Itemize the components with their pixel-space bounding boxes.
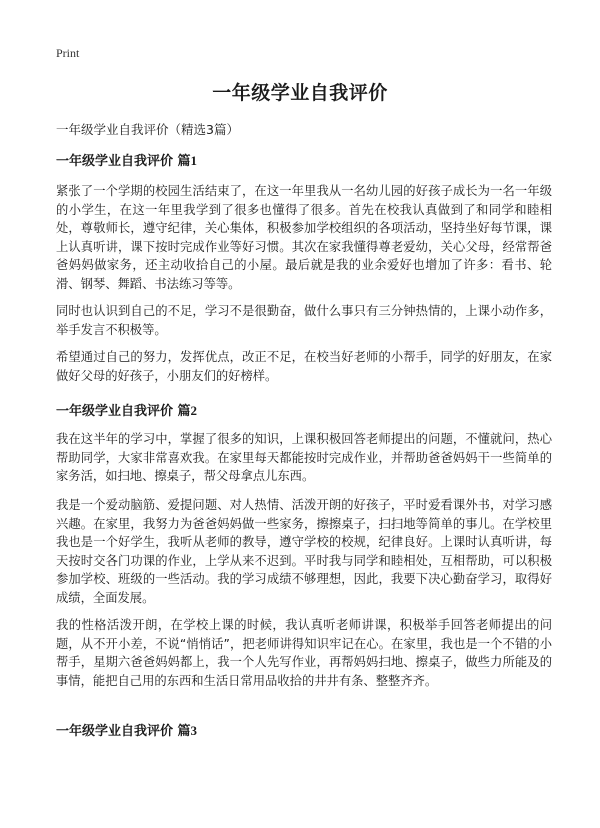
section-heading-text: 一年级学业自我评价 篇 bbox=[56, 154, 191, 169]
section-2-paragraph-2: 我是一个爱动脑筋、爱提问题、对人热情、活泼开朗的好孩子，平时爱看课外书，对学习感兴趣。在家里，我努力为爸爸妈妈做一些家务，擦擦桌子，扫扫地等简单的事儿。在学校里我也是一个好学生，我听从老师的教导，遵守学校的校规，纪律良好。上课时认真听讲，每天按时交各门功课的作业，上学从来不迟到。平时我与同学和睦相处，互相帮助，可以积极参加学校、班级的一些活动。我的学习成绩不够理想，因此，我要下决心勤奋学习，取得好成绩，全面发展。 bbox=[56, 498, 552, 605]
page-title: 一年级学业自我评价 bbox=[212, 82, 388, 104]
section-1-paragraph-2: 同时也认识到自己的不足，学习不是很勤奋，做什么事只有三分钟热情的，上课小动作多，举手发言不积极等。 bbox=[56, 304, 552, 337]
section-heading-number: 1 bbox=[190, 153, 198, 168]
section-2-paragraph-3: 我的性格活泼开朗，在学校上课的时候，我认真听老师讲课，积极举手回答老师提出的问题，从不开小差，不说“悄悄话”，把老师讲得知识牢记在心。在家里，我也是一个不错的小帮手，星期六爸爸妈妈都上，我一个人先写作业，再帮妈妈扫地、擦桌子，做些力所能及的事情，能把自己用的东西和生活日常用品收拾的井井有条、整整齐齐。 bbox=[56, 618, 552, 688]
section-1-paragraph-3: 希望通过自己的努力，发挥优点，改正不足，在校当好老师的小帮手，同学的好朋友，在家做好父母的好孩子，小朋友们的好榜样。 bbox=[56, 350, 552, 383]
section-heading-text: 一年级学业自我评价 篇 bbox=[56, 404, 191, 419]
section-heading-number: 3 bbox=[190, 723, 198, 738]
section-heading-1 bbox=[56, 150, 197, 169]
section-2-paragraph-1: 我在这半年的学习中，掌握了很多的知识，上课积极回答老师提出的问题，不懂就问，热心帮助同学，大家非常喜欢我。在家里每天都能按时完成作业，并帮助爸爸妈妈干一些简单的家务活，如扫地、擦桌子，帮父母拿点儿东西。 bbox=[56, 432, 552, 484]
section-heading-number: 2 bbox=[190, 403, 198, 418]
section-heading-text: 一年级学业自我评价 篇 bbox=[56, 724, 191, 739]
section-1-paragraph-1: 紧张了一个学期的校园生活结束了，在这一年里我从一名幼儿园的好孩子成长为一名一年级的小学生，在这一年里我学到了很多也懂得了很多。首先在校我认真做到了和同学和睦相处，尊敬师长，遵守纪律，关心集体，积极参加学校组织的各项活动，坚持坐好每节课，课上认真听讲，课下按时完成作业等好习惯。其次在家我懂得尊老爱幼，关心父母，经常帮爸爸妈妈做家务，还主动收拾自己的小屋。最后就是我的业余爱好也增加了许多：看书、轮滑、钢琴、舞蹈、书法练习等等。 bbox=[56, 184, 552, 291]
print-link[interactable]: Print bbox=[56, 46, 80, 60]
section-heading-2 bbox=[56, 400, 197, 419]
document-subtitle: 一年级学业自我评价（精选3篇） bbox=[56, 122, 239, 137]
section-heading-3 bbox=[56, 720, 197, 739]
